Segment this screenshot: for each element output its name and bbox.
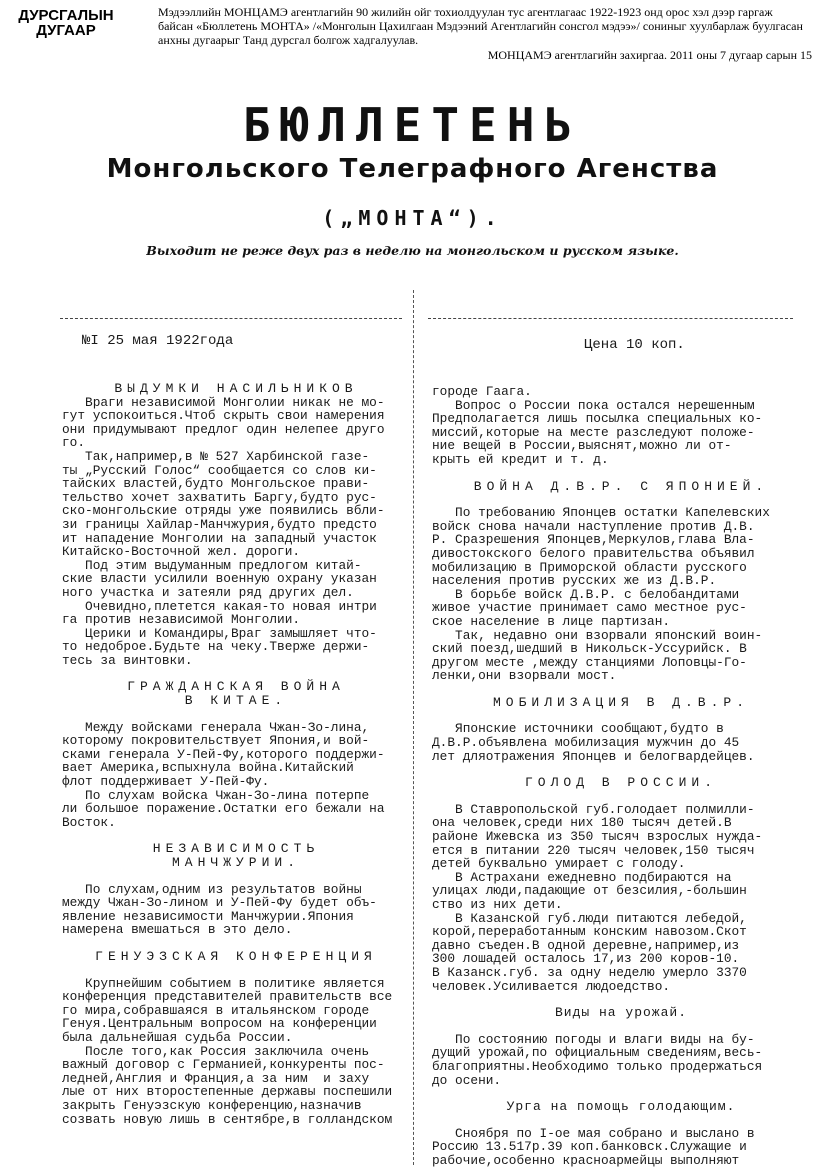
article-line: была дальнейшая судьба России. — [62, 1029, 293, 1045]
article-line: населения против русских же из Д.В.Р. — [432, 573, 717, 589]
article-line: зи границы Хайлар-Манчжурия,будто предсто — [62, 516, 377, 532]
article-line: она человек,среди них 180 тысяч детей.В — [432, 815, 732, 831]
article-line: конференция представителей правительств все — [62, 989, 393, 1005]
section-heading: Виды на урожай. — [554, 1005, 688, 1021]
issue-price: Цена 10 коп. — [584, 337, 685, 353]
section-heading: Урга на помощь голодающим. — [506, 1099, 736, 1115]
article-line: Китайско-Восточной жел. дороги. — [62, 544, 301, 560]
article-line: Предполагается лишь посылка специальных ко- — [432, 411, 763, 427]
article-line: По слухам,одним из результатов войны — [62, 881, 362, 897]
article-line: вает Америка,вспыхнула война.Китайский — [62, 760, 354, 776]
article-line: созвать новую лишь в сентябре,в голландском — [62, 1111, 393, 1127]
article-line: дущий урожай,по официальным сведениям,весь- — [432, 1045, 763, 1061]
article-line: тесь за винтовки. — [62, 652, 193, 668]
article-line: ский поезд,шедший в Никольск-Уссурийск. В — [432, 641, 747, 657]
article-line: Д.В.Р.объявлена мобилизация мужчин до 45 — [432, 735, 740, 751]
reprint-note — [158, 5, 818, 62]
article-line: В Ставропольской губ.голодает полмилли- — [432, 801, 755, 817]
article-line: ит нападение Монголии на западный участок — [62, 530, 377, 546]
article-line: Восток. — [62, 814, 116, 830]
column-spacer — [62, 870, 410, 883]
column-spacer — [62, 964, 410, 977]
article-line: улицах люди,падающие от безсилия,-большин — [432, 883, 747, 899]
column-spacer — [432, 1020, 810, 1033]
section-heading: МОБИЛИЗАЦИЯ В Д.В.Р. — [492, 694, 750, 710]
article-line: После того,как Россия заключила очень — [62, 1043, 370, 1059]
reprint-note-line: байсан «Бюллетень МОНТА» /«Монголын Цахилгаан Мэдээний Агентлагийн сонсгол мэдээ»/ сониныг хуулбарлаж буулгасан — [158, 19, 803, 33]
article-line: го мира,собравшаяся в итальянском городе — [62, 1002, 370, 1018]
article-line: до осени. — [432, 1072, 502, 1088]
article-line: лые от них второстепенные державы поспешили — [62, 1084, 393, 1100]
article-line: Церики и Командиры,Враг замышляет что- — [62, 625, 377, 641]
column-spacer — [432, 790, 810, 803]
article-line: мобилизацию в Приморской области русского — [432, 559, 747, 575]
article-line: В Астрахани ежедневно подбираются на — [432, 869, 732, 885]
memorial-issue-tag — [6, 8, 126, 38]
article-line: ледней,Англия и Франция,а за ним и заху — [62, 1070, 370, 1086]
column-divider — [413, 290, 414, 1165]
article-line: Так, недавно они взорвали японский воин- — [432, 627, 763, 643]
article-line: человек.Усиливается людоедство. — [432, 978, 671, 994]
article-line: Крупнейшим событием в политике является — [62, 975, 385, 991]
article-line: Под этим выдуманным предлогом китай- — [62, 557, 362, 573]
memorial-tag-line1: ДУРСГАЛЫН — [18, 7, 114, 24]
memorial-tag-line2: ДУГААР — [36, 22, 96, 39]
article-line: рабочие,особенно красноармейцы выполняют — [432, 1152, 740, 1168]
reprint-note-line: анхны дугаарыг Танд дурсгал болгож хадгалуулав. — [158, 33, 419, 47]
section-heading: ГОЛОД В РОССИИ. — [524, 775, 718, 791]
article-line: га против независимой Монголии. — [62, 612, 301, 628]
article-line: ские власти усилили военную охрану указан — [62, 571, 377, 587]
article-line: В Казанск.губ. за одну неделю умерло 3370 — [432, 964, 747, 980]
section-heading: ГРАЖДАНСКАЯ ВОЙНА — [127, 679, 345, 695]
article-line: важный договор с Германией,конкуренты пос- — [62, 1057, 385, 1073]
divider-left — [60, 318, 402, 319]
article-line: В Казанской губ.люди питаются лебедой, — [432, 910, 747, 926]
article-line: тайских властей,будто Монгольское прави- — [62, 476, 370, 492]
article-line: По требованию Японцев остатки Капелевских — [432, 505, 770, 521]
right-column — [432, 385, 810, 1168]
section-heading: МАНЧЖУРИИ. — [171, 855, 300, 870]
article-line: ско-монгольские отряды уже появились вбли- — [62, 503, 385, 519]
section-heading: НЕЗАВИСИМОСТЬ — [152, 841, 320, 857]
article-line: войск снова начали наступление против Д.В. — [432, 518, 755, 534]
article-line: другом месте ,между станциями Лоповцы-Го- — [432, 654, 747, 670]
article-line: ское население в лице партизан. — [432, 613, 671, 629]
masthead-abbreviation: („МОНТА“). — [322, 206, 503, 230]
article-line: ние вещей в России,выяснят,можно ли от- — [432, 438, 732, 454]
article-line: го. — [62, 435, 86, 451]
article-line: миссий,которые на месте разследуют положе- — [432, 424, 755, 440]
article-line: В борьбе войск Д.В.Р. с белобандитами — [432, 586, 740, 602]
article-line: Р. Сразрешения Японцев,Меркулов,глава Вла- — [432, 532, 755, 548]
divider-right — [428, 318, 793, 319]
article-line: то недоброе.Будьте на чеку.Тверже держи- — [62, 639, 370, 655]
article-line: По слухам войска Чжан-Зо-лина потерпе — [62, 787, 370, 803]
reprint-source: МОНЦАМЭ агентлагийн захиргаа. 2011 оны 7 дугаар сарын 15 — [487, 48, 812, 62]
article-line: благоприятны.Необходимо только продержаться — [432, 1058, 763, 1074]
section-heading: ВОЙНА Д.В.Р. С ЯПОНИЕЙ. — [473, 478, 769, 494]
section-heading: В КИТАЕ. — [184, 693, 288, 709]
article-line: Генуя.Центральным вопросом на конференции — [62, 1016, 377, 1032]
masthead-frequency: Выходит не реже двух раз в неделю на монгольском и русском языке. — [146, 243, 679, 258]
article-line: Россию 13.517р.39 коп.банковск.Служащие и — [432, 1139, 747, 1155]
article-line: Враги независимой Монголии никак не мо- — [62, 394, 385, 410]
article-line: ленки,они взорвали мост. — [432, 668, 617, 684]
article-line: лет дляотражения Японцев и белогвардейцев. — [432, 748, 755, 764]
article-line: ли большое поражение.Остатки его бежали на — [62, 801, 385, 817]
article-line: живое участие принимает само местное рус- — [432, 600, 747, 616]
column-spacer — [432, 467, 810, 480]
masthead-title: БЮЛЛЕТЕНЬ — [242, 98, 583, 152]
article-line: крыть ей кредит и т. д. — [432, 451, 609, 467]
article-line: Японские источники сообщают,будто в — [432, 721, 724, 737]
column-spacer — [62, 708, 410, 721]
article-line: детей буквально умирает с голоду. — [432, 856, 686, 872]
article-line: давно съеден.В одной деревне,например,из — [432, 937, 740, 953]
section-heading: ВЫДУМКИ НАСИЛЬНИКОВ — [114, 381, 358, 396]
article-line: городе Гаага. — [432, 384, 532, 399]
masthead-subtitle: Монгольского Телеграфного Агенства — [106, 154, 719, 184]
article-line: По состоянию погоды и влаги виды на бу- — [432, 1031, 755, 1047]
article-line: Сноября по I-ое мая собрано и выслано в — [432, 1125, 755, 1141]
article-line: районе Ижевска из 350 тысяч взрослых нужда- — [432, 829, 763, 845]
article-line: Очевидно,плетется какая-то новая интри — [62, 598, 377, 614]
article-line: намерена вмешаться в это дело. — [62, 922, 293, 938]
left-column — [62, 382, 410, 1126]
article-line: ется в питании 220 тысяч человек,150 тысяч — [432, 842, 755, 858]
article-line: гут успокоиться.Чтоб скрыть свои намерения — [62, 408, 385, 424]
column-spacer — [432, 1114, 810, 1127]
article-line: Между войсками генерала Чжан-Зо-лина, — [62, 719, 370, 735]
article-line: флот поддерживает У-Пей-Фу. — [62, 774, 270, 790]
article-line: ного участка и затеяли ряд других дел. — [62, 584, 354, 600]
article-line: тельство хочет захватить Баргу,будто рус- — [62, 489, 377, 505]
article-line: 300 лошадей осталось 17,из 200 коров-10. — [432, 951, 740, 967]
article-line: закрыть Генуэзскую конференцию,назначив — [62, 1097, 362, 1113]
reprint-note-line: Мэдээллийн МОНЦАМЭ агентлагийн 90 жилийн ойг тохиолдуулан тус агентлагаас 1922-1923 онд орос хэл дээр гаргаж — [158, 5, 773, 19]
article-line: корой,переработанным конским навозом.Скот — [432, 924, 747, 940]
article-line: ты „Русский Голос“ сообщается со слов ки- — [62, 462, 377, 478]
issue-number-date: №I 25 мая 1922года — [82, 333, 234, 349]
article-line: ство из них дети. — [432, 897, 563, 912]
article-line: сками генерала У-Пей-Фу,которого поддержи- — [62, 746, 385, 762]
article-line: дивостокского белого правительства объявил — [432, 545, 755, 561]
article-line: они придумывают предлог один нелепее друго — [62, 421, 385, 437]
article-line: Вопрос о России пока остался нерешенным — [432, 397, 755, 413]
article-line: Так,например,в № 527 Харбинской газе- — [62, 448, 370, 464]
article-line: которому покровительствует Япония,и вой- — [62, 733, 370, 749]
section-heading: ГЕНУЭЗСКАЯ КОНФЕРЕНЦИЯ — [95, 948, 377, 964]
article-line: явление независимости Манчжурии.Япония — [62, 908, 354, 924]
article-line: между Чжан-Зо-лином и У-Пей-Фу будет объ- — [62, 895, 377, 911]
column-spacer — [432, 683, 810, 696]
